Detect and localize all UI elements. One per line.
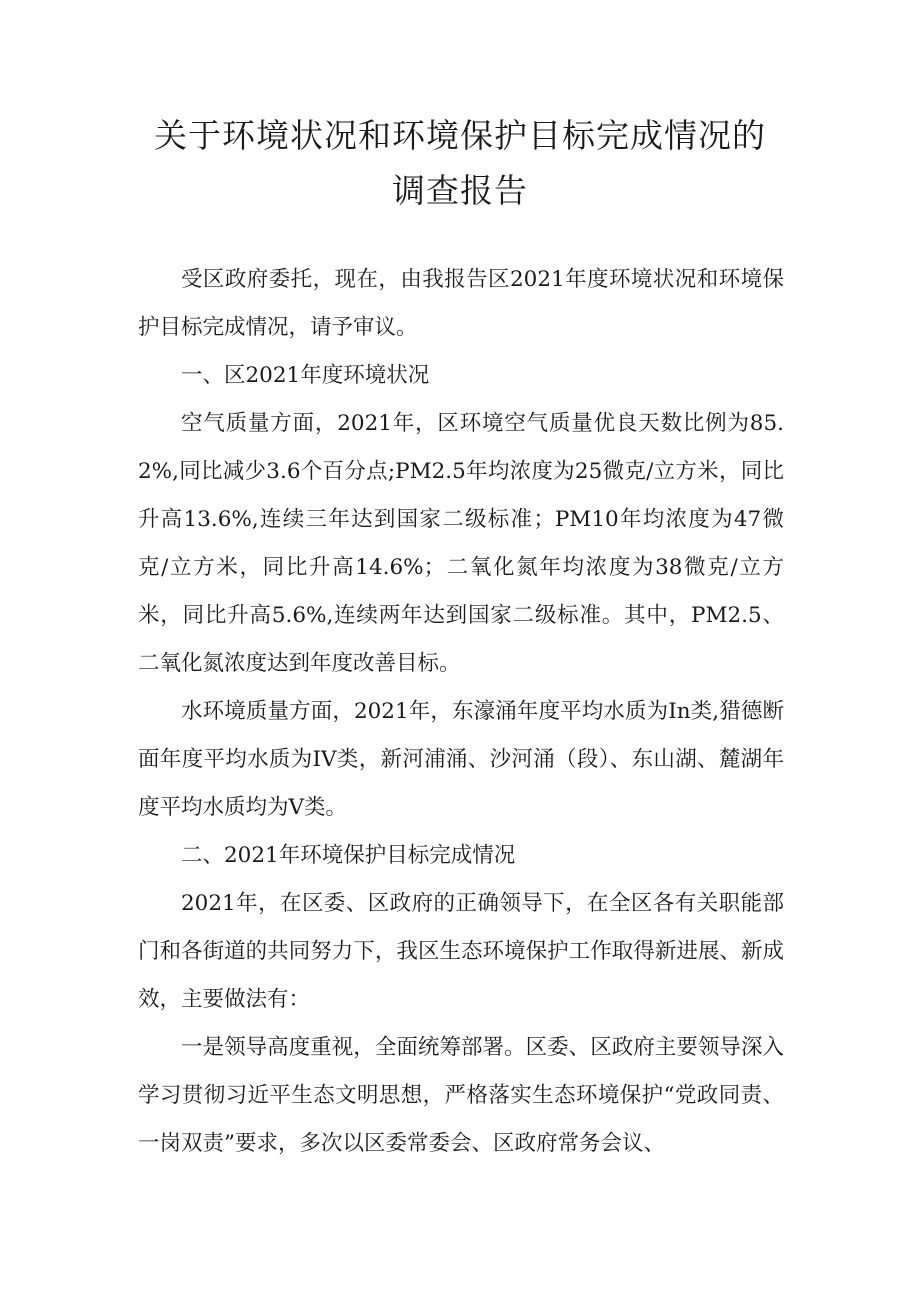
- section-heading-1: 一、区2021年度环境状况: [181, 363, 430, 388]
- title-line-2: 调查报告: [392, 171, 528, 210]
- section-heading-2: 二、2021年环境保护目标完成情况: [181, 843, 516, 868]
- document-title: [100, 108, 820, 218]
- paragraph-intro: 受区政府委托，现在，由我报告区2021年度环境状况和环境保护目标完成情况，请予审议。: [138, 267, 784, 340]
- paragraph-water-quality: 水环境质量方面，2021年，东濠涌年度平均水质为In类,猎德断面年度平均水质为IV类，新河浦涌、沙河涌（段）、东山湖、麓湖年度平均水质均为V类。: [138, 699, 784, 820]
- document-body: [138, 256, 784, 1168]
- paragraph-summary: 2021年，在区委、区政府的正确领导下，在全区各有关职能部门和各街道的共同努力下，我区生态环境保护工作取得新进展、新成效，主要做法有：: [138, 891, 784, 1012]
- title-line-1: 关于环境状况和环境保护目标完成情况的: [154, 116, 766, 155]
- paragraph-air-quality: 空气质量方面，2021年，区环境空气质量优良天数比例为85.2%,同比减少3.6个百分点;PM2.5年均浓度为25微克/立方米，同比升高13.6%,连续三年达到国家二级标准；PM10年均浓度为47微克/立方米，同比升高14.6%；二氧化氮年均浓度为38微克/立方米，同比升高5.6%,连续两年达到国家二级标准。其中，PM2.5、二氧化氮浓度达到年度改善目标。: [138, 411, 784, 676]
- paragraph-leadership: 一是领导高度重视，全面统筹部署。区委、区政府主要领导深入学习贯彻习近平生态文明思想，严格落实生态环境保护“党政同责、一岗双责”要求，多次以区委常委会、区政府常务会议、: [138, 1035, 784, 1156]
